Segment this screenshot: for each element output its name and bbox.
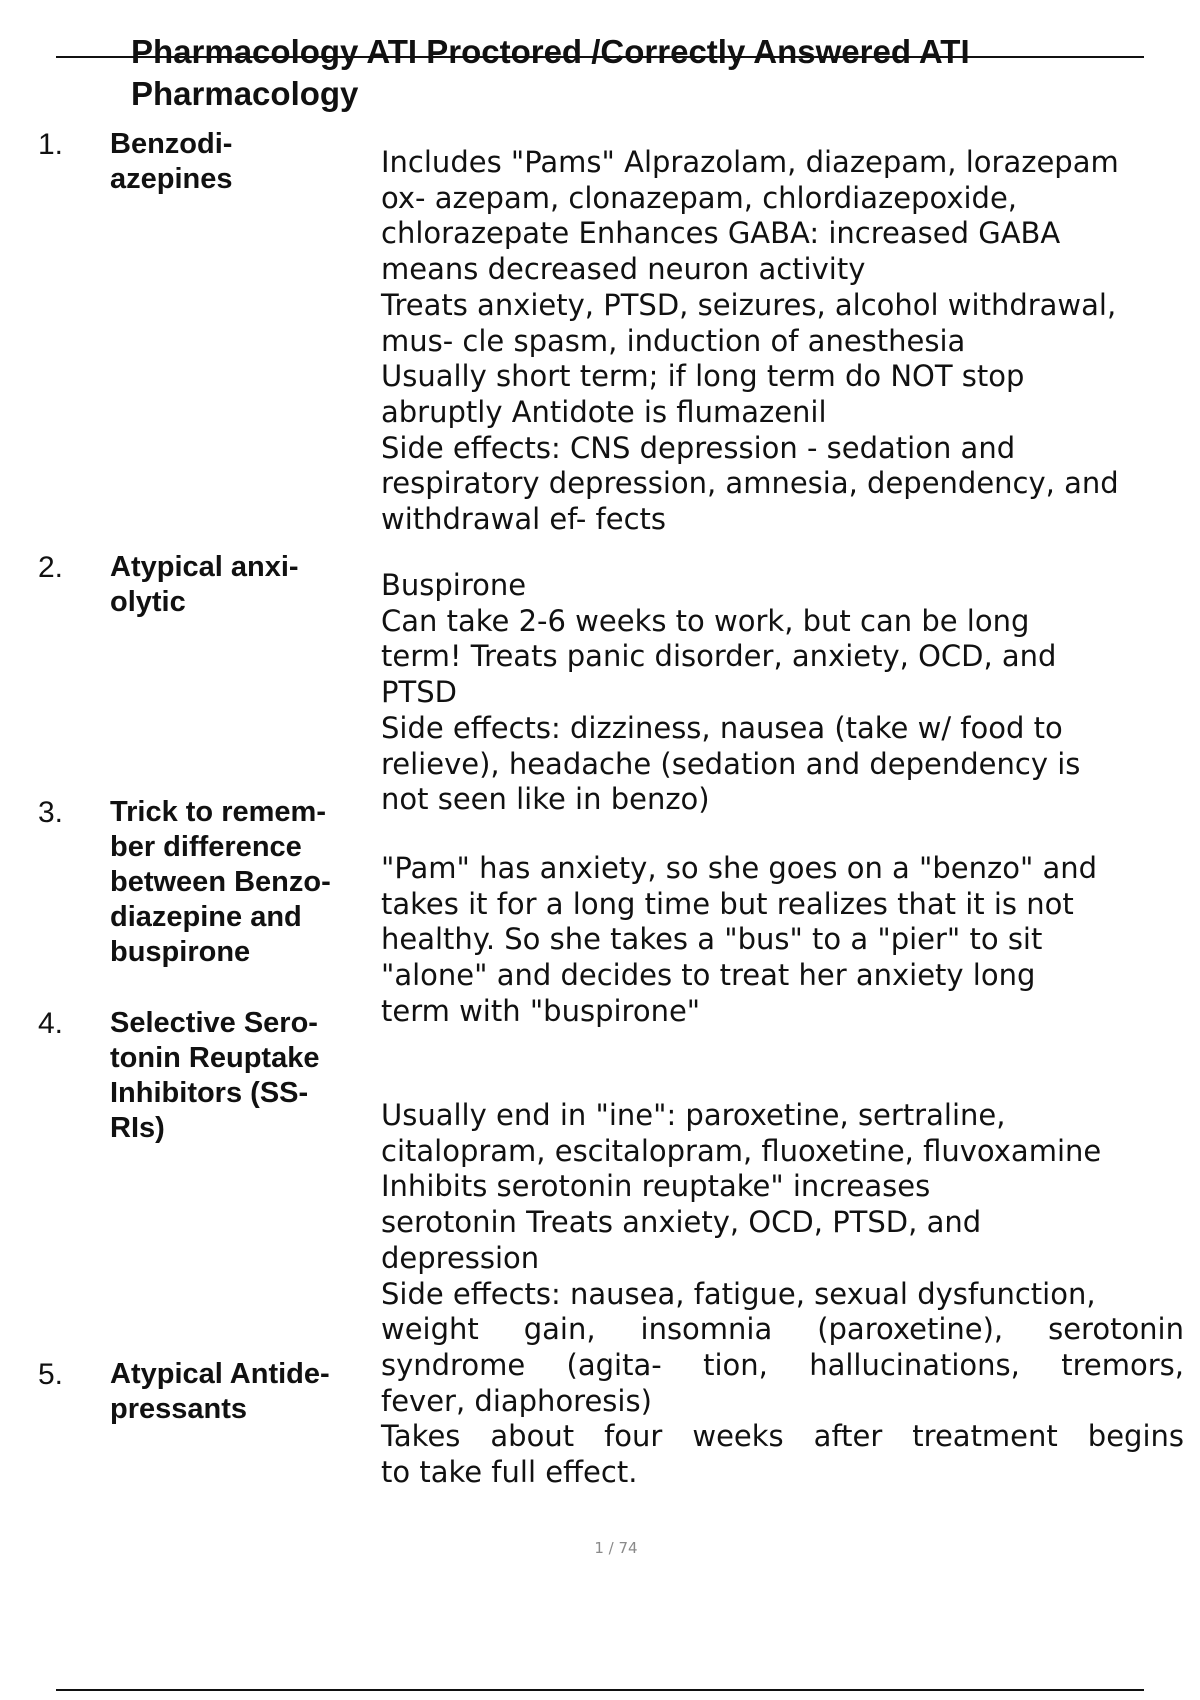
card-term-line: ber difference [110,831,302,863]
definition-line: Side effects: nausea, fatigue, sexual dysfunction, [381,1276,1096,1311]
card-number: 5. [38,1358,64,1391]
definition-line: Usually short term; if long term do NOT stop [381,359,1025,394]
definition-line: takes it for a long time but realizes that it is not [381,886,1074,921]
definition-line: Side effects: CNS depression - sedation and [381,430,1016,465]
card-term-line: Atypical anxi- [110,551,299,583]
bottom-rule [56,1689,1144,1691]
definition-line: "alone" and decides to treat her anxiety long [381,958,1036,993]
card-term-line: tonin Reuptake [110,1042,320,1074]
definition-line: not seen like in benzo) [381,782,710,817]
definition-line: citalopram, escitalopram, fluoxetine, fluvoxamine [381,1133,1102,1168]
card-term-line: pressants [110,1393,248,1425]
definition-line: weight gain, insomnia (paroxetine), serotonin [381,1312,1184,1347]
card-term [110,1357,370,1427]
card-term-line: Selective Sero- [110,1007,318,1039]
definition-line: depression [381,1240,540,1275]
definition-line: Treats anxiety, PTSD, seizures, alcohol withdrawal, [381,287,1117,322]
card-definition [381,568,1200,818]
document-title-line: Pharmacology ATI Proctored /Correctly Answered ATI [131,33,970,70]
definition-line: term! Treats panic disorder, anxiety, OCD, and [381,639,1057,674]
card-term-line: Trick to remem- [110,796,326,828]
card-term [110,795,370,970]
definition-line: Buspirone [381,568,527,602]
definition-line: "Pam" has anxiety, so she goes on a "benzo" and [381,851,1098,885]
definition-line: relieve), headache (sedation and dependency is [381,746,1081,781]
card-term-line: olytic [110,586,186,618]
card-term-line: between Benzo- [110,866,331,898]
definition-line: means decreased neuron activity [381,252,866,287]
card-definition [381,1098,1200,1491]
definition-line: Includes "Pams" Alprazolam, diazepam, lorazepam [381,145,1119,179]
card-term-line: buspirone [110,936,251,968]
definition-line: ox- azepam, clonazepam, chlordiazepoxide, [381,180,1018,215]
document-title-line: Pharmacology [131,75,359,112]
definition-line: Can take 2-6 weeks to work, but can be long [381,603,1030,638]
card-term [110,1006,370,1146]
card-term-line: diazepine and [110,901,302,933]
definition-line: PTSD [381,675,457,710]
definition-line: mus- cle spasm, induction of anesthesia [381,323,966,358]
card-number: 2. [38,551,64,584]
definition-line: withdrawal ef- fects [381,502,667,537]
card-number: 1. [38,128,64,161]
definition-line: syndrome (agita- tion, hallucinations, tremors, [381,1347,1184,1382]
card-term-line: azepines [110,163,233,195]
card-term-line: Atypical Antide- [110,1358,330,1390]
card-term-line: Benzodi- [110,128,233,160]
card-term-line: Inhibitors (SS- [110,1077,309,1109]
definition-line: term with "buspirone" [381,993,701,1028]
card-number: 4. [38,1007,64,1040]
definition-line: Takes about four weeks after treatment begins [381,1419,1184,1454]
definition-line: chlorazepate Enhances GABA: increased GABA [381,216,1061,251]
card-term [110,550,370,620]
card-definition [381,851,1200,1030]
card-definition [381,145,1200,538]
document-title [131,31,1091,113]
definition-line: respiratory depression, amnesia, dependency, and [381,466,1119,501]
definition-line: Side effects: dizziness, nausea (take w/ food to [381,710,1063,745]
definition-line: to take full effect. [381,1455,638,1490]
page-indicator: 1 / 74 [594,1539,638,1557]
card-term [110,127,370,197]
definition-line: healthy. So she takes a "bus" to a "pier" to sit [381,922,1043,957]
definition-line: serotonin Treats anxiety, OCD, PTSD, and [381,1205,982,1240]
card-number: 3. [38,796,64,829]
definition-line: Inhibits serotonin reuptake" increases [381,1169,931,1204]
card-term-line: RIs) [110,1112,165,1144]
definition-line: fever, diaphoresis) [381,1383,652,1418]
definition-line: abruptly Antidote is flumazenil [381,394,827,429]
definition-line: Usually end in "ine": paroxetine, sertraline, [381,1098,1006,1132]
